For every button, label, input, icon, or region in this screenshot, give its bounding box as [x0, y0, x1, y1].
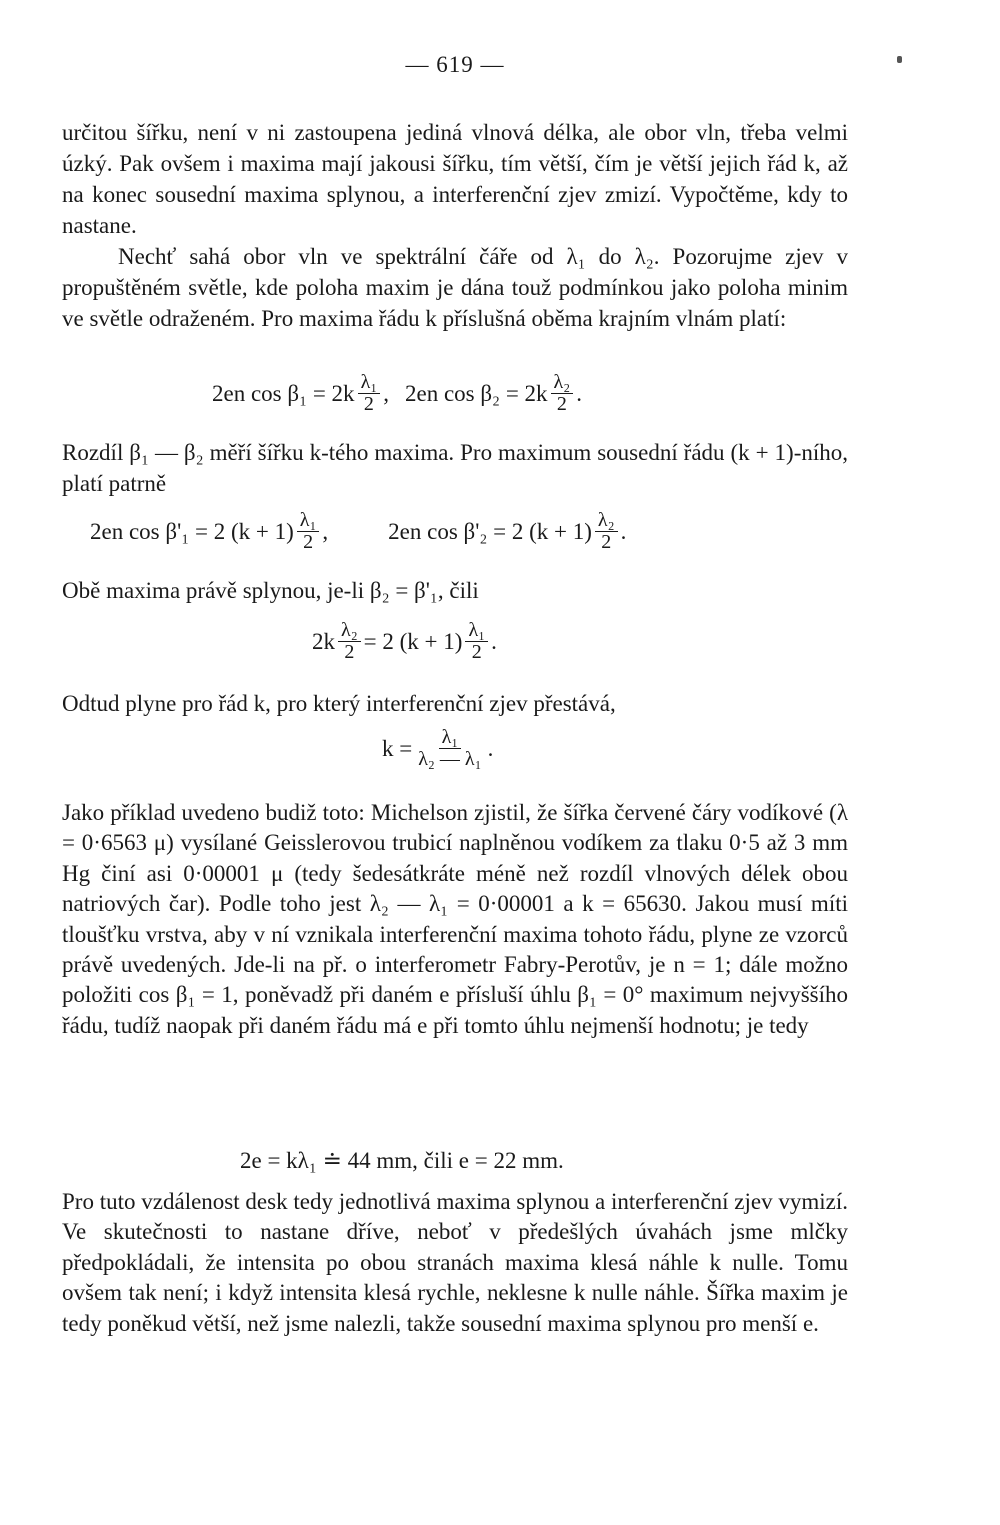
equation-4-numerator: λ₁ — [439, 727, 462, 749]
equation-2-fraction-b — [595, 510, 618, 553]
equation-2-denominator-b: 2 — [601, 531, 612, 553]
equation-4 — [382, 727, 493, 770]
page-number: — 619 — — [405, 52, 505, 77]
equation-2-left-b: 2en cos β'₂ = 2 (k + 1) — [388, 518, 592, 544]
paragraph-5-text: Odtud plyne pro řád k, pro který interferenční zjev přestává, — [62, 691, 616, 716]
paragraph-2 — [62, 241, 848, 334]
equation-3-fraction-b — [465, 620, 488, 663]
paragraph-2-text: Nechť sahá obor vln ve spektrální čáře od λ₁ do λ₂. Pozorujme zjev v propuštěném světle, kde poloha maxim je dána touž podmínkou jako poloha minim ve světle odraženém. Pro maxima řádu k příslušná oběma krajním vlnám platí: — [62, 244, 848, 331]
equation-2-left-a: 2en cos β'₁ = 2 (k + 1) — [90, 518, 294, 544]
equation-3 — [312, 620, 497, 663]
equation-4-denominator: λ₂ — λ₁ — [418, 748, 482, 770]
equation-2-denominator-a: 2 — [303, 531, 314, 553]
equation-3-numerator-a: λ₂ — [338, 620, 361, 642]
equation-4-fraction — [415, 727, 484, 770]
equation-1-fraction-a — [358, 372, 381, 415]
equation-4-left: k = — [382, 735, 413, 761]
equation-1-separator: , — [383, 380, 389, 406]
equation-1-numerator-b: λ₂ — [551, 372, 574, 394]
paragraph-7 — [62, 1187, 848, 1339]
paragraph-1-text: určitou šířku, není v ni zastoupena jediná vlnová délka, ale obor vln, třeba velmi úzký. Pak ovšem i maxima mají jakousi šířku, tím větší, čím je větší jejich řád k, až na konec sousední maxima splynou, a interferenční zjev zmizí. Vypočtěme, kdy to nastane. — [62, 120, 848, 238]
equation-1-denominator-b: 2 — [556, 393, 567, 415]
paragraph-3 — [62, 437, 848, 499]
equation-3-left: 2k — [312, 628, 335, 654]
paragraph-4 — [62, 575, 848, 606]
equation-2 — [90, 510, 626, 553]
equation-1-left-b: 2en cos β₂ = 2k — [404, 380, 548, 406]
equation-5-text: 2e = kλ₁ ≐ 44 mm, čili e = 22 mm. — [240, 1148, 564, 1173]
equation-2-separator: , — [322, 518, 329, 544]
equation-4-end: . — [487, 735, 494, 761]
paragraph-4-text: Obě maxima právě splynou, je-li β₂ = β'₁, čili — [62, 578, 479, 603]
equation-3-denominator-b: 2 — [471, 641, 482, 663]
paragraph-1 — [62, 117, 848, 241]
equation-3-middle: = 2 (k + 1) — [363, 628, 463, 654]
equation-1-end: . — [576, 380, 582, 406]
paragraph-7-text: Pro tuto vzdálenost desk tedy jednotlivá maxima splynou a interferenční zjev vymizí. Ve skutečnosti to nastane dříve, neboť v předešlých úvahách jsme mlčky předpokládali, že intensita po obou stranách maxima klesá náhle k nulle. Tomu ovšem tak není; i když intensita klesá rychle, neklesne k nulle náhle. Šířka maxim je tedy poněkud větší, než jsme nalezli, takže sousední maxima splynou pro menší e. — [62, 1189, 848, 1336]
equation-2-numerator-a: λ₁ — [297, 510, 320, 532]
paragraph-3-text: Rozdíl β₁ — β₂ měří šířku k-tého maxima. Pro maximum sousední řádu (k + 1)-ního, platí patrně — [62, 440, 848, 496]
equation-5 — [240, 1148, 564, 1174]
equation-2-fraction-a — [297, 510, 320, 553]
ink-speck — [897, 56, 902, 63]
equation-1 — [212, 372, 582, 415]
paragraph-6 — [62, 798, 848, 1041]
equation-3-end: . — [491, 628, 497, 654]
equation-2-numerator-b: λ₂ — [595, 510, 618, 532]
equation-3-fraction-a — [338, 620, 361, 663]
paragraph-5 — [62, 688, 848, 719]
equation-3-numerator-b: λ₁ — [465, 620, 488, 642]
paragraph-6-text: Jako příklad uvedeno budiž toto: Michelson zjistil, že šířka červené čáry vodíkové (λ = 0·6563 μ) vysílané Geisslerovou trubicí naplněnou vodíkem za tlaku 0·5 až 3 mm Hg činí asi 0·00001 μ (tedy šedesátkráte méně než rozdíl vlnových délek obou natriových čar). Podle toho jest λ₂ — λ₁ = 0·00001 a k = 65630. Jakou musí míti tloušťku vrstva, aby v ní vznikala interferenční maxima tohoto řádu, plyne ze vzorců právě uvedených. Jde-li na př. o interferometr Fabry-Perotův, je n = 1; dále možno položiti cos β₁ = 1, poněvadž při daném e přísluší úhlu β₁ = 0° maximum nejvyššího řádu, tudíž naopak při daném řádu má e při tomto úhlu nejmenší hodnotu; je tedy — [62, 800, 848, 1038]
equation-2-end: . — [620, 518, 627, 544]
equation-1-fraction-b — [551, 372, 574, 415]
equation-1-denominator-a: 2 — [363, 393, 374, 415]
equation-1-left-a: 2en cos β₁ = 2k — [212, 380, 355, 406]
equation-3-denominator-a: 2 — [344, 641, 355, 663]
equation-1-numerator-a: λ₁ — [358, 372, 381, 394]
